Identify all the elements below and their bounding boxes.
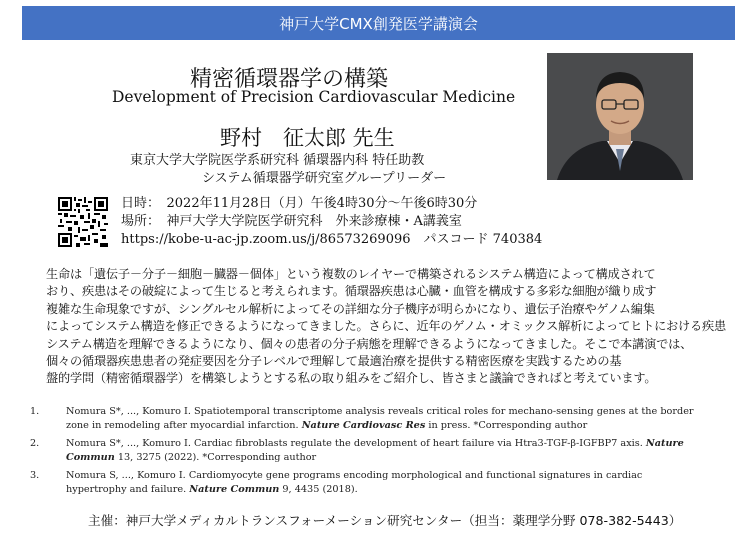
abstract-line: によってシステム構造を修正できるようになってきました。さらに、近年のゲノム・オミックス解析によってヒトにおける疾患 [46,319,726,334]
qr-code[interactable] [58,197,108,247]
reference-line: Nomura S*, ..., Komuro I. Spatiotemporal transcriptome analysis reveals critical roles for mechano-sensing genes at the border [66,406,694,417]
event-date: 日時： 2022年11月28日（月）午後4時30分～午後6時30分 [121,196,478,211]
reference-line: in press. *Corresponding author [425,420,588,431]
reference-text [66,469,720,497]
qr-code-icon [58,197,108,247]
reference-number: 1. [30,406,40,417]
reference-journal: Nature Commun [189,484,280,495]
banner-title: 神戸大学CMX創発医学講演会 [279,14,478,33]
reference-line: hypertrophy and failure. [66,484,190,495]
speaker-affiliation-2: システム循環器学研究室グループリーダー [202,171,447,186]
reference-item [30,405,720,433]
reference-text [66,437,720,465]
abstract-line: システム構造を理解できるようになり、個々の患者の分子病態を理解できるようになってきました。そこで本講演では、 [46,336,693,351]
lecture-title-japanese: 精密循環器学の構築 [190,67,389,92]
reference-journal: Nature [645,438,684,449]
event-info [121,195,542,249]
speaker-affiliation-1: 東京大学大学院医学系研究科 循環器内科 特任助教 [130,153,425,168]
references [30,405,720,501]
speaker-photo [547,53,693,180]
event-place: 場所： 神戸大学大学院医学研究科 外来診療棟・A講義室 [121,214,462,229]
reference-line: 9, 4435 (2018). [279,484,358,495]
reference-line: Nomura S*, ..., Komuro I. Cardiac fibroblasts regulate the development of heart failure via Htra3-TGF-β-IGFBP7 axis. [66,438,646,449]
reference-number: 3. [30,470,40,481]
header-banner [22,6,735,40]
reference-journal: Commun [66,452,115,463]
lecture-title-english: Development of Precision Cardiovascular Medicine [112,88,516,106]
reference-number: 2. [30,438,40,449]
reference-line: 13, 3275 (2022). *Corresponding author [114,452,317,463]
zoom-link[interactable]: https://kobe-u-ac-jp.zoom.us/j/86573269096 パスコード 740384 [121,232,543,247]
speaker-name: 野村 征太郎 先生 [220,126,395,150]
abstract-line: 複雑な生命現象ですが、シングルセル解析によってその詳細な分子機序が明らかになり、遺伝子治療やゲノム編集 [46,301,655,316]
reference-line: zone in remodeling after myocardial infarction. [66,420,302,431]
abstract-line: 盤的学問（精密循環器学）を構築しようとする私の取り組みをご紹介し、皆さまと議論できればと考えています。 [46,371,657,386]
abstract [46,266,728,388]
reference-text [66,405,720,433]
reference-journal: Nature Cardiovasc Res [301,420,426,431]
speaker-portrait-image [547,53,693,180]
abstract-line: おり、疾患はその破綻によって生じると考えられます。循環器疾患は心臓・血管を構成する多彩な細胞が織り成す [46,284,657,299]
abstract-line: 個々の循環器疾患患者の発症要因を分子レベルで理解して最適治療を提供する精密医療を実践するための基 [46,354,622,369]
reference-item [30,437,720,465]
reference-item [30,469,720,497]
reference-line: Nomura S, ..., Komuro I. Cardiomyocyte gene programs encoding morphological and functional signatures in cardiac [66,470,643,481]
abstract-line: 生命は「遺伝子－分子－細胞－臓器－個体」という複数のレイヤーで構築されるシステム構造によって構成されて [46,267,656,281]
organizer-footer: 主催：神戸大学メディカルトランスフォーメーション研究センター（担当：薬理学分野 078-382-5443） [88,513,682,528]
